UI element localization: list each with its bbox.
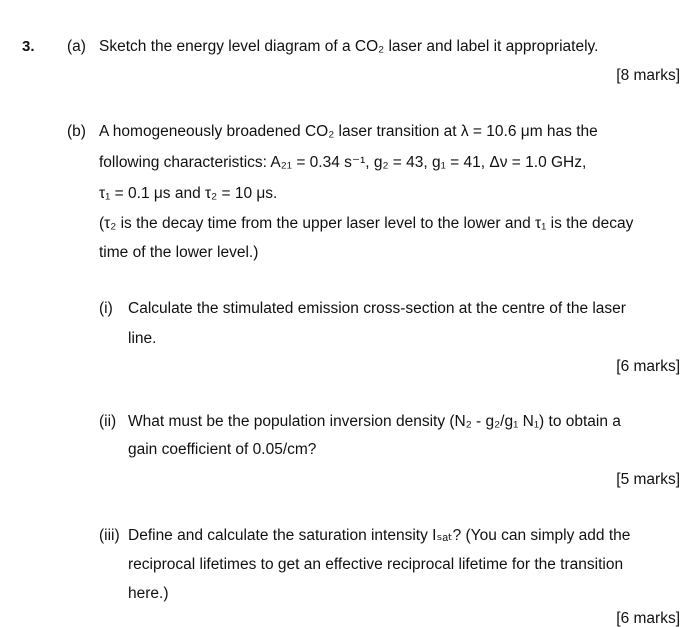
part-b-line-4: (τ₂ is the decay time from the upper laser level to the lower and τ₁ is the decay [99,215,634,232]
sub-i-line-1: Calculate the stimulated emission cross-section at the centre of the laser [128,300,626,317]
sub-i-marks: [6 marks] [616,358,680,375]
part-a-marks: [8 marks] [616,67,680,84]
sub-i-label: (i) [99,300,113,317]
part-a-text: Sketch the energy level diagram of a CO₂ laser and label it appropriately. [99,38,599,55]
sub-i-line-2: line. [128,330,157,347]
sub-iii-label: (iii) [99,527,120,544]
part-a-label: (a) [67,38,86,55]
part-b-line-1: A homogeneously broadened CO₂ laser transition at λ = 10.6 μm has the [99,123,598,140]
sub-iii-line-2: reciprocal lifetimes to get an effective reciprocal lifetime for the transition [128,556,624,573]
part-b-line-3: τ₁ = 0.1 μs and τ₂ = 10 μs. [99,185,278,202]
part-b-line-5: time of the lower level.) [99,244,259,261]
sub-ii-line-2: gain coefficient of 0.05/cm? [128,441,317,458]
sub-iii-marks: [6 marks] [616,610,680,627]
sub-iii-line-3: here.) [128,585,169,602]
question-number: 3. [22,38,35,55]
part-b-line-2: following characteristics: A₂₁ = 0.34 s⁻¹, g₂ = 43, g₁ = 41, Δν = 1.0 GHz, [99,154,587,171]
sub-ii-line-1: What must be the population inversion density (N₂ - g₂/g₁ N₁) to obtain a [128,413,621,430]
part-b-label: (b) [67,123,86,140]
sub-iii-line-1: Define and calculate the saturation intensity Iₛₐₜ? (You can simply add the [128,527,631,544]
sub-ii-label: (ii) [99,413,117,430]
sub-ii-marks: [5 marks] [616,471,680,488]
